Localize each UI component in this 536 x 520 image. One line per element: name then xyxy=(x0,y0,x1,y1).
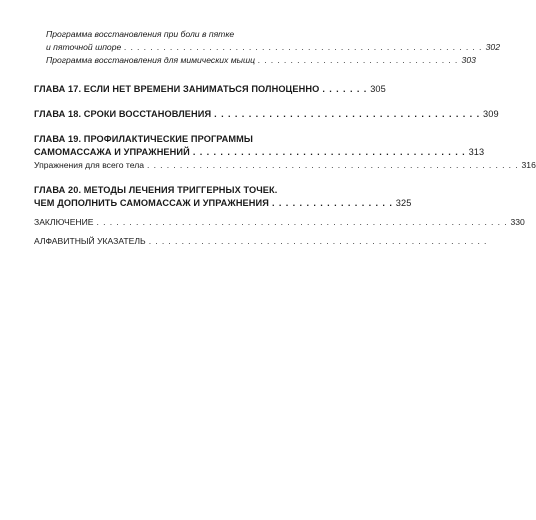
chapter-title: ЧЕМ ДОПОЛНИТЬ САМОМАССАЖ И УПРАЖНЕНИЯ xyxy=(34,198,269,208)
toc-entry-mimic-title: Программа восстановления для мимических мышц xyxy=(46,55,255,65)
toc-entry-title: АЛФАВИТНЫЙ УКАЗАТЕЛЬ xyxy=(34,236,146,246)
dot-leader: . . . . . . . xyxy=(322,84,368,94)
dot-leader: . . . . . . . . . . . . . . . . . . . . . . . . . . . . . . . xyxy=(258,55,459,65)
toc-entry-conclusion xyxy=(34,216,525,229)
dot-leader: . . . . . . . . . . . . . . . . . . . . . . . . . . . . . . . . . . . . . . . . . . . . . . . . . . . . . . . . . . . . . . . xyxy=(96,217,508,227)
toc-entry-title: Упражнения для всего тела xyxy=(34,160,145,170)
toc-entry-heel-line1: Программа восстановления при боли в пятке xyxy=(46,29,235,39)
page-number: 330 xyxy=(510,217,525,227)
toc-entry-heel xyxy=(34,41,500,54)
page-number: 303 xyxy=(461,55,476,65)
toc-entry-mimic xyxy=(34,54,476,67)
toc-entry-chapter-19 xyxy=(34,146,485,159)
dot-leader: . . . . . . . . . . . . . . . . . . xyxy=(271,198,393,208)
chapter-title: САМОМАССАЖА И УПРАЖНЕНИЙ xyxy=(34,147,190,157)
page-number: 325 xyxy=(395,198,412,208)
dot-leader: . . . . . . . . . . . . . . . . . . . . . . . . . . . . . . . . . . . . . . . . xyxy=(192,147,466,157)
page-number: 316 xyxy=(521,160,536,170)
toc-entry-chapter-17 xyxy=(34,83,386,96)
dot-leader: . . . . . . . . . . . . . . . . . . . . . . . . . . . . . . . . . . . . . . . xyxy=(214,109,481,119)
toc-entry-chapter-20 xyxy=(34,197,412,210)
page-number: 313 xyxy=(468,147,485,157)
dot-leader: . . . . . . . . . . . . . . . . . . . . . . . . . . . . . . . . . . . . . . . . . . . . . . . . . . . . . . . . . xyxy=(147,160,519,170)
chapter-20-title-line1: ГЛАВА 20. МЕТОДЫ ЛЕЧЕНИЯ ТРИГГЕРНЫХ ТОЧЕК. xyxy=(34,185,278,195)
dot-leader: . . . . . . . . . . . . . . . . . . . . . . . . . . . . . . . . . . . . . . . . . . . . . . . . . . . . . . . xyxy=(124,42,483,52)
page-number: 309 xyxy=(483,109,499,119)
chapter-title: ГЛАВА 17. ЕСЛИ НЕТ ВРЕМЕНИ ЗАНИМАТЬСЯ ПОЛНОЦЕННО xyxy=(34,84,320,94)
toc-entry-heel-title: и пяточной шпоре xyxy=(46,42,122,52)
table-of-contents xyxy=(34,28,536,248)
dot-leader: . . . . . . . . . . . . . . . . . . . . . . . . . . . . . . . . . . . . . . . . . . . . . . . . . . . . xyxy=(148,236,488,246)
toc-entry-body-exercises xyxy=(34,159,536,172)
page-number: 302 xyxy=(485,42,500,52)
toc-entry-chapter-18 xyxy=(34,108,499,121)
page-number: 305 xyxy=(370,84,386,94)
chapter-title: ГЛАВА 18. СРОКИ ВОССТАНОВЛЕНИЯ xyxy=(34,109,212,119)
chapter-19-title-line1: ГЛАВА 19. ПРОФИЛАКТИЧЕСКИЕ ПРОГРАММЫ xyxy=(34,134,254,144)
toc-entry-title: ЗАКЛЮЧЕНИЕ xyxy=(34,217,94,227)
toc-entry-index xyxy=(34,235,488,248)
